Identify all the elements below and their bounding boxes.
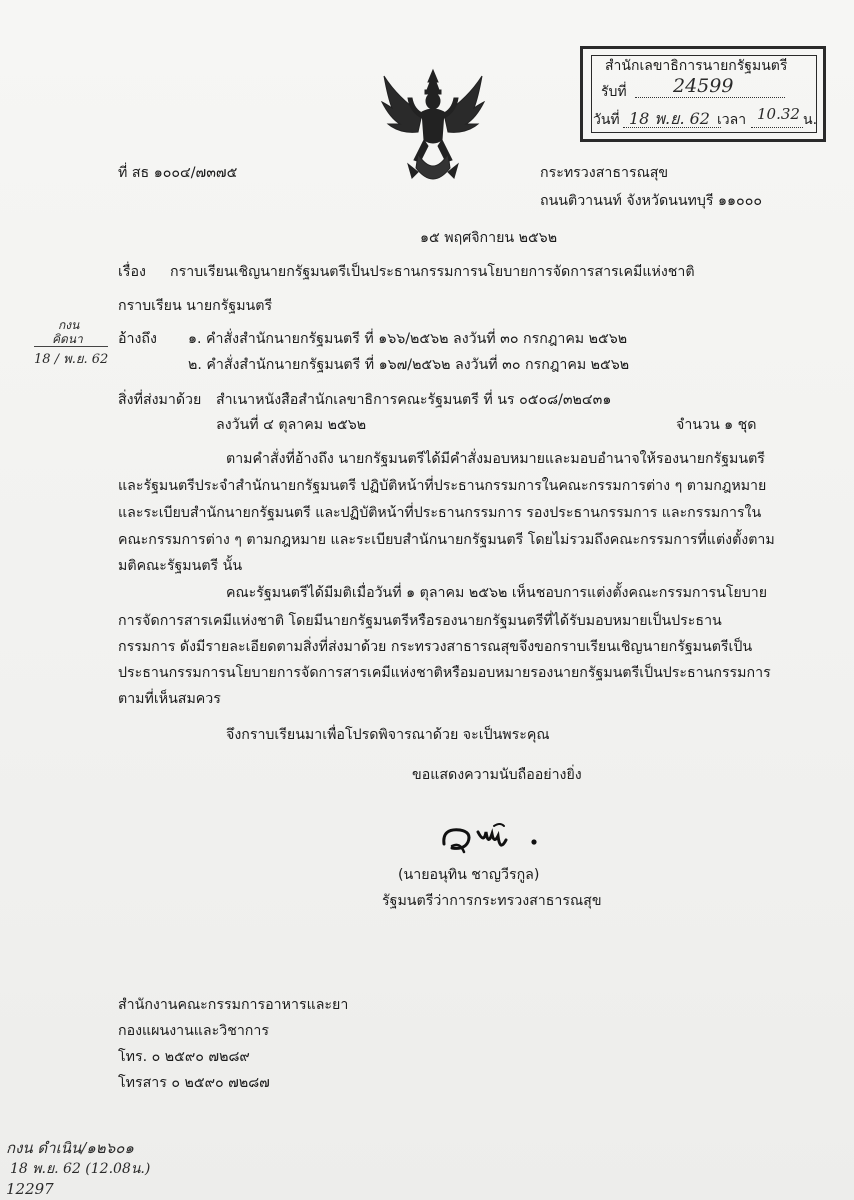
enclosure-line-2: ลงวันที่ ๔ ตุลาคม ๒๕๖๒: [216, 417, 367, 433]
signatory-name: (นายอนุทิน ชาญวีรกูล): [398, 867, 540, 883]
enclosure-label: สิ่งที่ส่งมาด้วย: [118, 392, 202, 408]
footer-tel: โทร. ๐ ๒๕๙๐ ๗๒๘๙: [118, 1049, 250, 1065]
paragraph-1-line-2: และรัฐมนตรีประจำสำนักนายกรัฐมนตรี ปฏิบัติหน้าที่ประธานกรรมการในคณะกรรมการต่าง ๆ ตามกฎหมาย: [118, 478, 767, 494]
margin-note-2: คิดนา: [52, 332, 83, 346]
stamp-date-value: 18 พ.ย. 62: [629, 109, 710, 128]
enclosure-quantity: จำนวน ๑ ชุด: [676, 417, 757, 433]
references-label: อ้างถึง: [118, 331, 157, 347]
footer-division: กองแผนงานและวิชาการ: [118, 1023, 269, 1039]
bottom-note-2: 18 พ.ย. 62 (12.08น.): [10, 1161, 151, 1177]
signature: [438, 818, 568, 858]
letter-date: ๑๕ พฤศจิกายน ๒๕๖๒: [420, 230, 558, 246]
stamp-date-label: วันที่: [593, 112, 620, 128]
paragraph-2-line-5: ตามที่เห็นสมควร: [118, 691, 221, 707]
receiving-stamp: [580, 46, 826, 142]
reference-number: ที่ สธ ๑๐๐๔/๗๓๗๕: [118, 165, 238, 181]
footer-fax: โทรสาร ๐ ๒๕๙๐ ๗๒๘๗: [118, 1075, 270, 1091]
paragraph-1-line-5: มติคณะรัฐมนตรี นั้น: [118, 558, 243, 574]
paragraph-2-line-3: กรรมการ ดังมีรายละเอียดตามสิ่งที่ส่งมาด้วย กระทรวงสาธารณสุขจึงขอกราบเรียนเชิญนายกรัฐมนตรีเป็น: [118, 639, 753, 655]
bottom-note-1: กงน ดำเนิน/๑๒๖๐๑: [6, 1139, 134, 1157]
stamp-time-unit: น.: [803, 112, 818, 128]
subject-text: กราบเรียนเชิญนายกรัฐมนตรีเป็นประธานกรรมการนโยบายการจัดการสารเคมีแห่งชาติ: [170, 264, 695, 280]
ministry-address: ถนนติวานนท์ จังหวัดนนทบุรี ๑๑๐๐๐: [540, 193, 763, 209]
footer-office: สำนักงานคณะกรรมการอาหารและยา: [118, 997, 349, 1013]
paragraph-2-line-1: คณะรัฐมนตรีได้มีมติเมื่อวันที่ ๑ ตุลาคม ๒๕๖๒ เห็นชอบการแต่งตั้งคณะกรรมการนโยบาย: [226, 585, 768, 601]
paragraph-1-line-4: คณะกรรมการต่าง ๆ ตามกฎหมาย และระเบียบสำนักนายกรัฐมนตรี โดยไม่รวมถึงคณะกรรมการที่แต่งตั้งตาม: [118, 532, 775, 548]
stamp-received-number: 24599: [673, 75, 734, 97]
signatory-position: รัฐมนตรีว่าการกระทรวงสาธารณสุข: [382, 893, 602, 909]
margin-note-3: 18 / พ.ย. 62: [34, 346, 108, 369]
closing: ขอแสดงความนับถืออย่างยิ่ง: [412, 767, 582, 783]
paragraph-1-line-3: และระเบียบสำนักนายกรัฐมนตรี และปฏิบัติหน้าที่ประธานกรรมการ รองประธานกรรมการ และกรรมการใน: [118, 505, 762, 521]
bottom-note-3: 12297: [6, 1180, 54, 1198]
subject-label: เรื่อง: [118, 264, 146, 280]
paragraph-3: จึงกราบเรียนมาเพื่อโปรดพิจารณาด้วย จะเป็นพระคุณ: [226, 727, 550, 743]
reference-item-2: ๒. คำสั่งสำนักนายกรัฐมนตรี ที่ ๑๖๗/๒๕๖๒ ลงวันที่ ๓๐ กรกฎาคม ๒๕๖๒: [188, 357, 630, 373]
stamp-received-label: รับที่: [601, 84, 627, 100]
garuda-emblem-icon: [378, 68, 488, 190]
paragraph-1-line-1: ตามคำสั่งที่อ้างถึง นายกรัฐมนตรีได้มีคำสั่งมอบหมายและมอบอำนาจให้รองนายกรัฐมนตรี: [226, 451, 765, 467]
paragraph-2-line-2: การจัดการสารเคมีแห่งชาติ โดยมีนายกรัฐมนตรีหรือรองนายกรัฐมนตรีที่ได้รับมอบหมายเป็นประธาน: [118, 613, 722, 629]
margin-note-1: กงน: [58, 318, 80, 332]
stamp-time-value: 10.32: [757, 105, 800, 123]
ministry-name: กระทรวงสาธารณสุข: [540, 165, 669, 181]
enclosure-line-1: สำเนาหนังสือสำนักเลขาธิการคณะรัฐมนตรี ที่ นร ๐๕๐๘/๓๒๔๓๑: [216, 392, 612, 408]
reference-item-1: ๑. คำสั่งสำนักนายกรัฐมนตรี ที่ ๑๖๖/๒๕๖๒ ลงวันที่ ๓๐ กรกฎาคม ๒๕๖๒: [188, 331, 628, 347]
stamp-office: สำนักเลขาธิการนายกรัฐมนตรี: [605, 58, 788, 74]
recipient: กราบเรียน นายกรัฐมนตรี: [118, 298, 273, 314]
stamp-time-label: เวลา: [717, 112, 747, 128]
paragraph-2-line-4: ประธานกรรมการนโยบายการจัดการสารเคมีแห่งชาติหรือมอบหมายรองนายกรัฐมนตรีเป็นประธานกรรมการ: [118, 665, 771, 681]
